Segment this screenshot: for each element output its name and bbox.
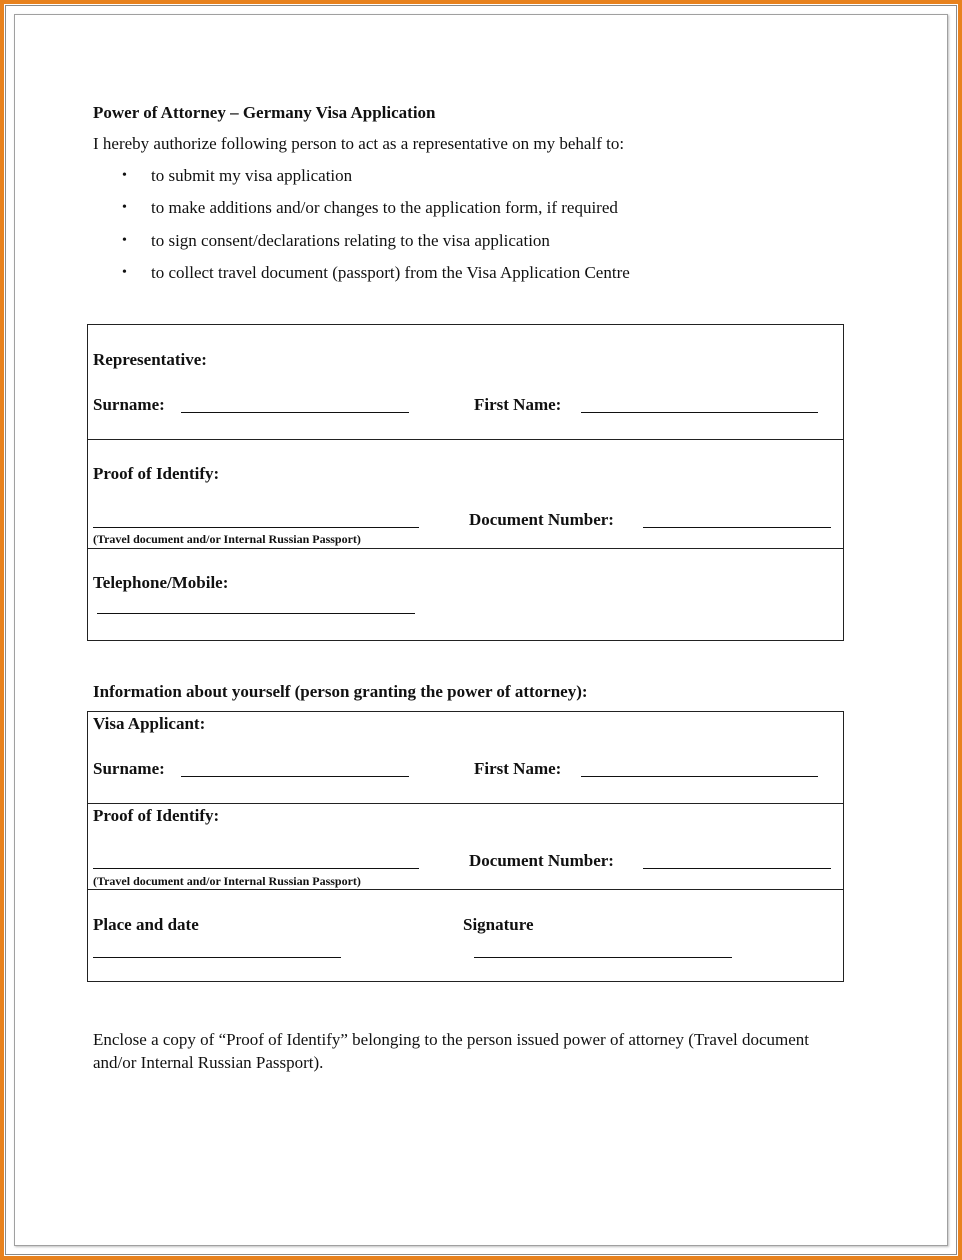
bullet-dot: • [122, 233, 127, 248]
signature-label: Signature [463, 915, 534, 934]
rep-proof-heading: Proof of Identify: [93, 464, 220, 483]
app-proof-document-field[interactable] [93, 868, 419, 869]
rep-phone-label: Telephone/Mobile: [93, 573, 229, 592]
rep-proof-note: (Travel document and/or Internal Russian Passport) [93, 532, 361, 546]
applicant-table [87, 711, 844, 982]
bullet-dot: • [122, 265, 127, 280]
place-date-field[interactable] [93, 957, 341, 958]
bullet-item-1: to submit my visa application [151, 166, 353, 185]
app-surname-label: Surname: [93, 759, 165, 778]
bullet-item-2: to make additions and/or changes to the application form, if required [151, 198, 618, 217]
place-date-label: Place and date [93, 915, 199, 934]
representative-heading: Representative: [93, 350, 207, 369]
app-doc-number-label: Document Number: [469, 851, 614, 870]
signature-field[interactable] [474, 957, 732, 958]
applicant-section-heading: Information about yourself (person granting the power of attorney): [93, 682, 588, 701]
rep-surname-label: Surname: [93, 395, 165, 414]
intro-text: I hereby authorize following person to act as a representative on my behalf to: [93, 134, 625, 153]
rep-phone-field[interactable] [97, 613, 415, 614]
bullet-dot: • [122, 168, 127, 183]
bullet-item-3: to sign consent/declarations relating to the visa application [151, 231, 550, 250]
table-divider [87, 889, 844, 890]
app-first-name-label: First Name: [474, 759, 562, 778]
rep-doc-number-field[interactable] [643, 527, 831, 528]
rep-first-name-label: First Name: [474, 395, 562, 414]
table-divider [87, 548, 844, 549]
rep-doc-number-label: Document Number: [469, 510, 614, 529]
footer-note: Enclose a copy of “Proof of Identify” belonging to the person issued power of attorney (Travel document and/or Internal Russian Passport). [93, 1030, 810, 1072]
document-title: Power of Attorney – Germany Visa Application [93, 103, 436, 122]
app-surname-field[interactable] [181, 776, 409, 777]
bullet-dot: • [122, 200, 127, 215]
rep-first-name-field[interactable] [581, 412, 818, 413]
applicant-heading: Visa Applicant: [93, 714, 206, 733]
rep-proof-document-field[interactable] [93, 527, 419, 528]
table-divider [87, 803, 844, 804]
table-divider [87, 439, 844, 440]
app-proof-note: (Travel document and/or Internal Russian Passport) [93, 874, 361, 888]
app-first-name-field[interactable] [581, 776, 818, 777]
bullet-item-4: to collect travel document (passport) from the Visa Application Centre [151, 263, 630, 282]
rep-surname-field[interactable] [181, 412, 409, 413]
app-proof-heading: Proof of Identify: [93, 806, 220, 825]
app-doc-number-field[interactable] [643, 868, 831, 869]
